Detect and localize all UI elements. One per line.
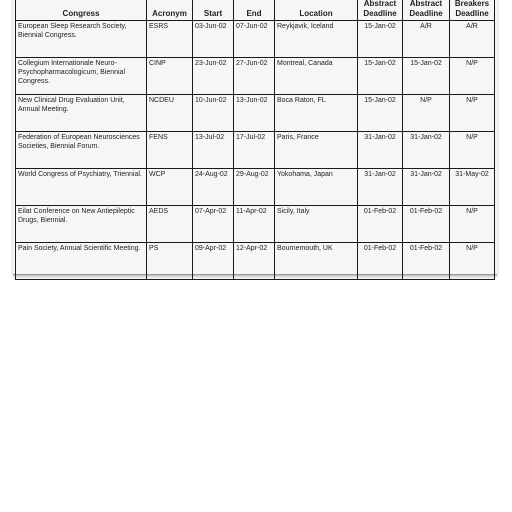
- table-row: [16, 21, 495, 58]
- cell-abstract-1: 01-Feb-02: [358, 206, 403, 243]
- cell-acronym: WCP: [147, 169, 193, 206]
- cell-end: 13-Jun-02: [234, 95, 275, 132]
- header-acronym: Acronym: [147, 0, 193, 21]
- header-breakers-deadline: [450, 0, 495, 21]
- cell-congress: Eilat Conference on New Antiepileptic Drugs, Biennial.: [16, 206, 147, 243]
- cell-abstract-2: 01-Feb-02: [403, 243, 450, 280]
- cell-abstract-1: 31-Jan-02: [358, 169, 403, 206]
- cell-breakers: A/R: [450, 21, 495, 58]
- cell-location: Bournemouth, UK: [275, 243, 358, 280]
- cell-start: 13-Jul-02: [193, 132, 234, 169]
- cell-end: 12-Apr-02: [234, 243, 275, 280]
- cell-abstract-1: 15-Jan-02: [358, 21, 403, 58]
- header-row: [16, 0, 495, 21]
- header-abstract-1-bottom: Deadline: [363, 9, 397, 18]
- cell-breakers: N/P: [450, 58, 495, 95]
- congress-table: [15, 0, 495, 280]
- cell-abstract-2: 01-Feb-02: [403, 206, 450, 243]
- table-row: [16, 206, 495, 243]
- table-row: [16, 58, 495, 95]
- header-abstract-2-bottom: Deadline: [409, 9, 443, 18]
- cell-end: 11-Apr-02: [234, 206, 275, 243]
- cell-end: 27-Jun-02: [234, 58, 275, 95]
- cell-location: Boca Raton, FL: [275, 95, 358, 132]
- cell-start: 09-Apr-02: [193, 243, 234, 280]
- cell-congress: World Congress of Psychiatry, Triennial.: [16, 169, 147, 206]
- cell-end: 07-Jun-02: [234, 21, 275, 58]
- header-congress: Congress: [16, 0, 147, 21]
- cell-acronym: NCDEU: [147, 95, 193, 132]
- cell-location: Montreal, Canada: [275, 58, 358, 95]
- header-location: Location: [275, 0, 358, 21]
- cell-start: 23-Jun-02: [193, 58, 234, 95]
- cell-start: 03-Jun-02: [193, 21, 234, 58]
- cell-acronym: PS: [147, 243, 193, 280]
- header-start: Start: [193, 0, 234, 21]
- cell-congress: Collegium Internationale Neuro-Psychopharmacologicum, Biennial Congress.: [16, 58, 147, 95]
- cell-location: Yokohama, Japan: [275, 169, 358, 206]
- table-row: [16, 243, 495, 280]
- cell-breakers: N/P: [450, 206, 495, 243]
- cell-breakers: N/P: [450, 132, 495, 169]
- cell-location: Paris, France: [275, 132, 358, 169]
- cell-breakers: 31-May-02: [450, 169, 495, 206]
- cell-acronym: CINP: [147, 58, 193, 95]
- cell-location: Sicily, Italy: [275, 206, 358, 243]
- header-abstract-1-top: Abstract: [363, 0, 397, 8]
- header-end: End: [234, 0, 275, 21]
- cell-breakers: N/P: [450, 243, 495, 280]
- table-row: [16, 132, 495, 169]
- cell-start: 10-Jun-02: [193, 95, 234, 132]
- cell-location: Reykjavik, Iceland: [275, 21, 358, 58]
- cell-acronym: FENS: [147, 132, 193, 169]
- header-breakers-bottom: Deadline: [455, 9, 489, 18]
- header-breakers-top: Breakers: [454, 0, 490, 8]
- cell-congress: New Clinical Drug Evaluation Unit, Annual Meeting.: [16, 95, 147, 132]
- cell-abstract-2: A/R: [403, 21, 450, 58]
- header-abstract-deadline-2: [403, 0, 450, 21]
- cell-acronym: ESRS: [147, 21, 193, 58]
- cell-abstract-1: 15-Jan-02: [358, 95, 403, 132]
- header-abstract-deadline-1: [358, 0, 403, 21]
- cell-start: 24-Aug-02: [193, 169, 234, 206]
- cell-abstract-2: 31-Jan-02: [403, 132, 450, 169]
- cell-abstract-1: 01-Feb-02: [358, 243, 403, 280]
- cell-abstract-1: 15-Jan-02: [358, 58, 403, 95]
- cell-abstract-2: N/P: [403, 95, 450, 132]
- header-abstract-2-top: Abstract: [409, 0, 443, 8]
- cell-end: 17-Jul-02: [234, 132, 275, 169]
- cell-breakers: N/P: [450, 95, 495, 132]
- cell-start: 07-Apr-02: [193, 206, 234, 243]
- cell-abstract-1: 31-Jan-02: [358, 132, 403, 169]
- cell-congress: Pain Society, Annual Scientific Meeting.: [16, 243, 147, 280]
- cell-end: 29-Aug-02: [234, 169, 275, 206]
- cell-acronym: AEDS: [147, 206, 193, 243]
- cell-congress: European Sleep Research Society, Biennial Congress.: [16, 21, 147, 58]
- cell-congress: Federation of European Neurosciences Societies, Biennial Forum.: [16, 132, 147, 169]
- cell-abstract-2: 31-Jan-02: [403, 169, 450, 206]
- cell-abstract-2: 15-Jan-02: [403, 58, 450, 95]
- table-row: [16, 95, 495, 132]
- table-row: [16, 169, 495, 206]
